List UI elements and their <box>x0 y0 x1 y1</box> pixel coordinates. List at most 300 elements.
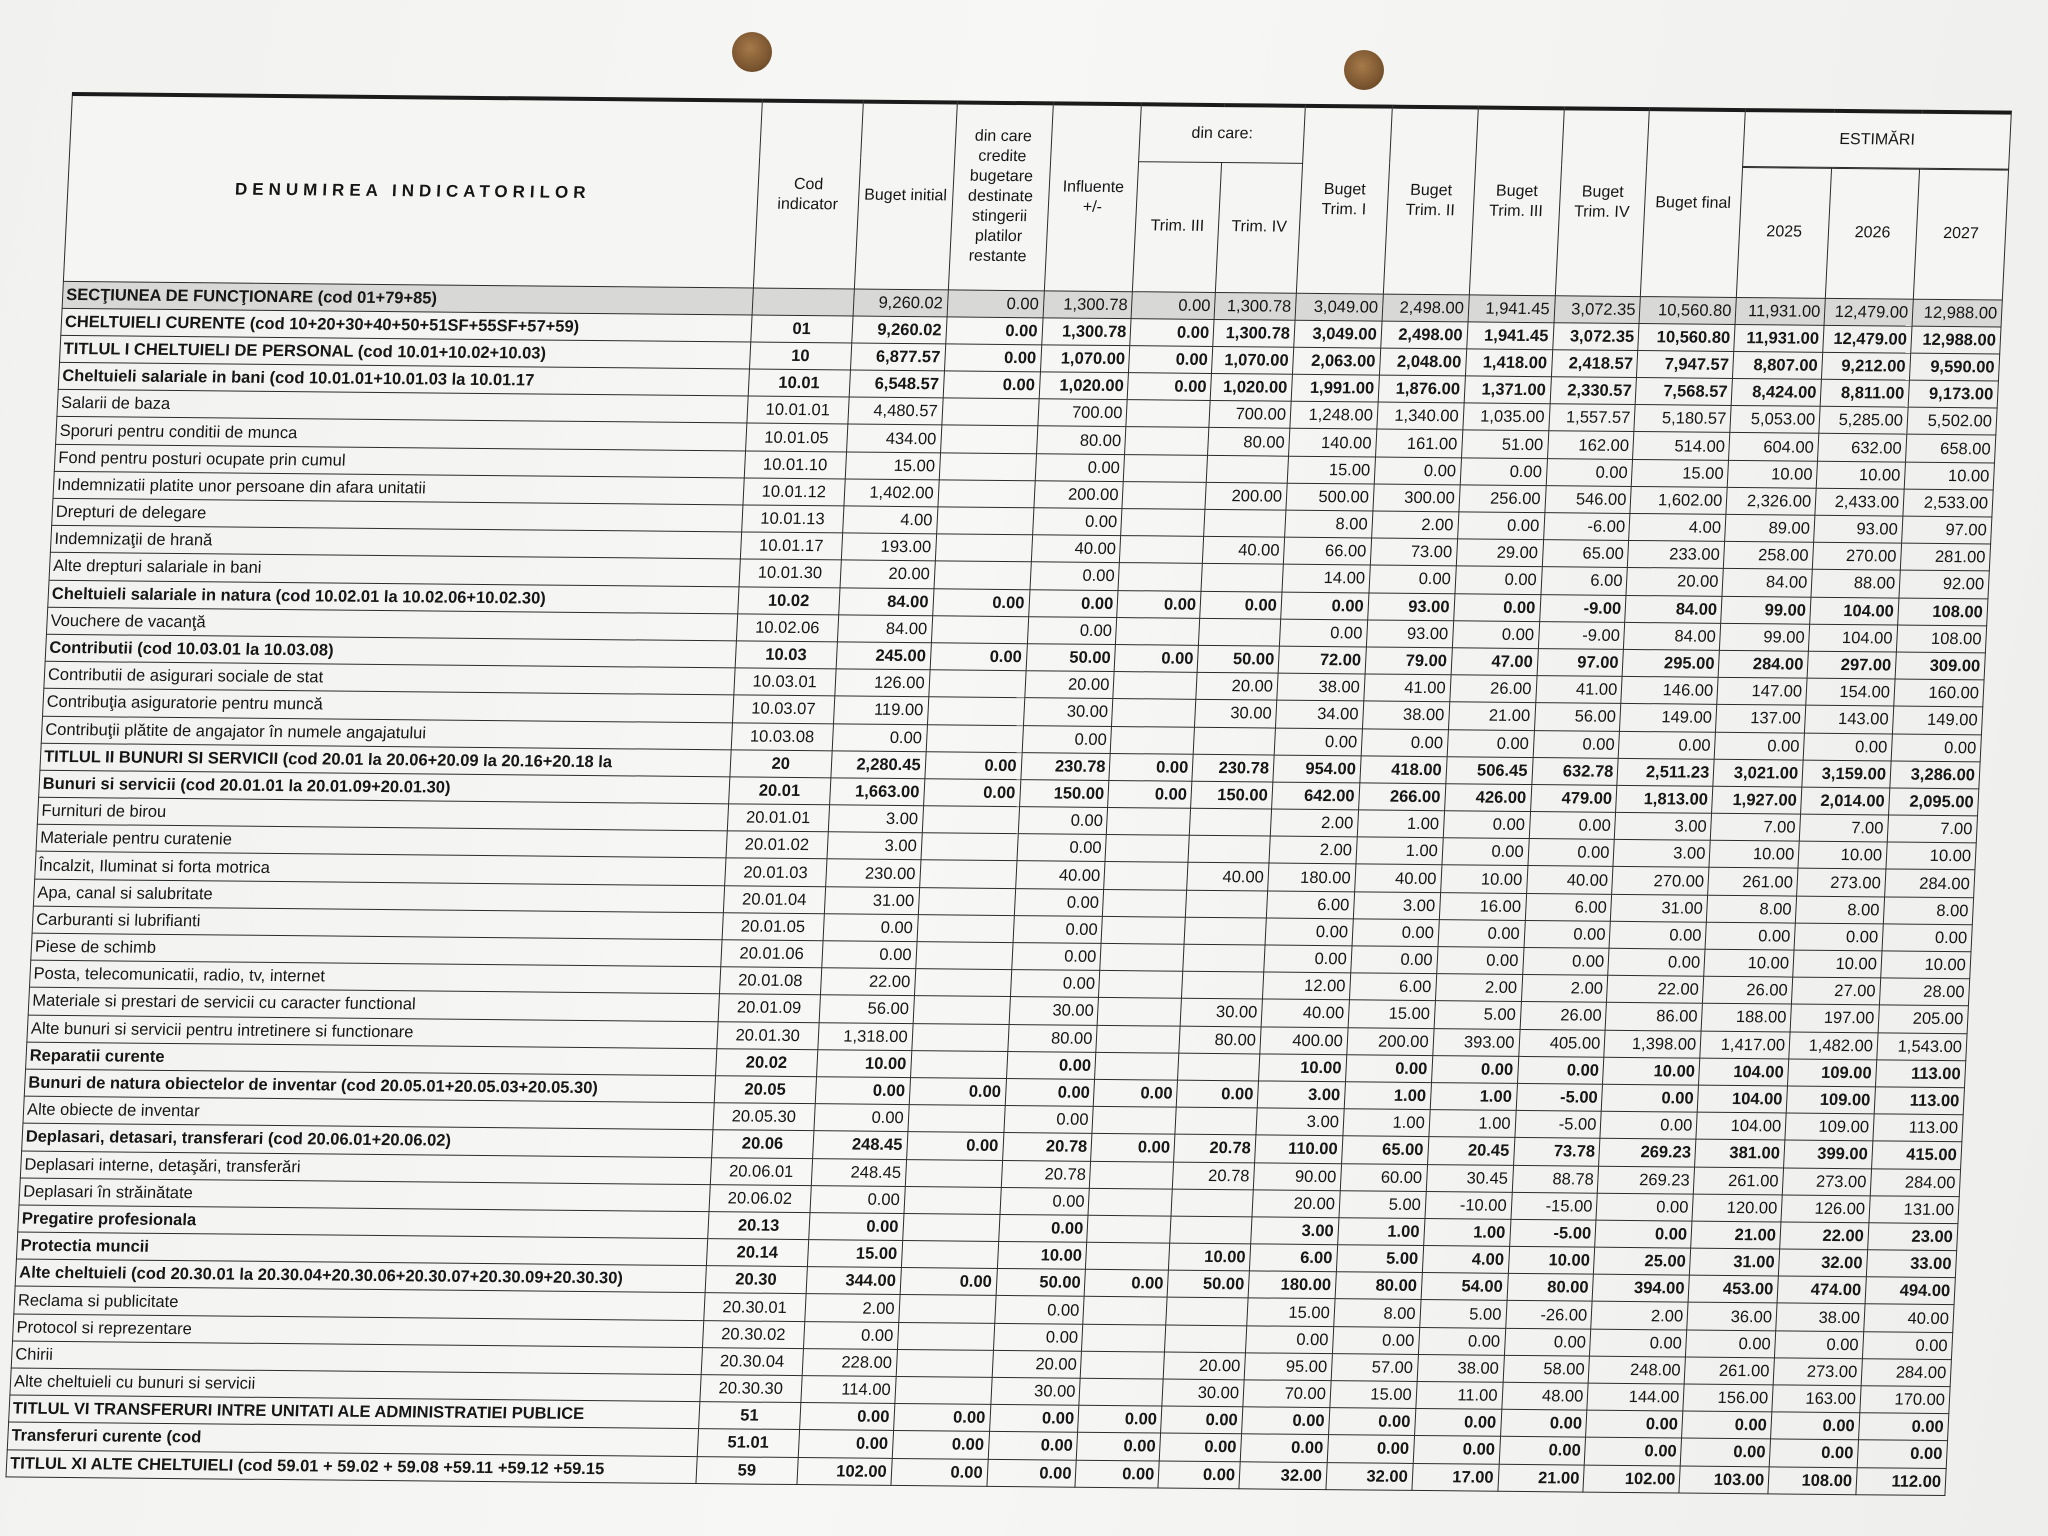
row-buget-trim-4: 80.00 <box>1507 1274 1594 1302</box>
row-buget-initial: 31.00 <box>824 886 919 914</box>
row-estimare-2027: 108.00 <box>1896 625 1986 653</box>
row-estimare-2027: 415.00 <box>1872 1141 1962 1169</box>
row-buget-trim-3: 5.00 <box>1434 1001 1521 1029</box>
row-cod: 20.01.09 <box>718 994 820 1022</box>
row-buget-trim-4: -9.00 <box>1539 594 1626 622</box>
row-trim-3: 0.00 <box>1078 1405 1162 1433</box>
row-buget-trim-3: 393.00 <box>1432 1028 1519 1056</box>
row-buget-trim-4: 2.00 <box>1521 975 1608 1003</box>
row-estimare-2026: 3,159.00 <box>1802 760 1891 788</box>
row-estimare-2025: 453.00 <box>1688 1275 1778 1303</box>
row-buget-final: 7,947.57 <box>1637 350 1734 378</box>
row-cod: 51.01 <box>697 1429 799 1457</box>
row-estimare-2026: 2,433.00 <box>1815 488 1904 516</box>
row-buget-trim-1: 0.00 <box>1279 619 1367 647</box>
row-estimare-2026: 7.00 <box>1799 814 1888 842</box>
row-estimare-2026: 109.00 <box>1786 1086 1875 1114</box>
row-estimare-2026: 273.00 <box>1797 869 1886 897</box>
row-estimare-2025: 604.00 <box>1729 433 1819 461</box>
row-trim-4: 150.00 <box>1191 781 1273 809</box>
row-buget-trim-2: 2,048.00 <box>1379 348 1466 376</box>
row-influente: 50.00 <box>996 1269 1086 1297</box>
row-buget-trim-3: 0.00 <box>1413 1436 1500 1464</box>
row-cod: 20.01 <box>728 777 830 805</box>
row-buget-initial: 102.00 <box>797 1457 892 1485</box>
row-cod: 20.01.05 <box>722 913 824 941</box>
row-influente: 0.00 <box>1027 616 1117 644</box>
row-cod: 10 <box>749 342 851 370</box>
row-name: Cheltuieli salariale in bani (cod 10.01.01+10.01.03 la 10.01.17 <box>58 362 749 396</box>
row-buget-final: 0.00 <box>1619 731 1716 759</box>
row-trim-3 <box>1105 835 1189 863</box>
row-estimare-2025: 84.00 <box>1722 569 1812 597</box>
row-name: TITLUL VI TRANSFERURI INTRE UNITATI ALE ADMINISTRATIEI PUBLICE <box>9 1395 700 1429</box>
row-estimare-2027: 281.00 <box>1900 543 1990 571</box>
row-trim-3: 0.00 <box>1130 318 1214 346</box>
row-buget-trim-3: 17.00 <box>1412 1463 1499 1491</box>
row-buget-final: 0.00 <box>1585 1437 1682 1465</box>
row-trim-4 <box>1183 944 1265 972</box>
row-influente: 0.00 <box>989 1405 1079 1433</box>
row-buget-final: 146.00 <box>1621 677 1718 705</box>
row-trim-4: 20.78 <box>1173 1162 1255 1190</box>
row-buget-trim-3: 4.00 <box>1422 1246 1509 1274</box>
row-buget-trim-1: 1,248.00 <box>1290 401 1378 429</box>
row-estimare-2026: 0.00 <box>1771 1412 1860 1440</box>
row-estimare-2027: 2,533.00 <box>1903 489 1993 517</box>
row-name: Reparatii curente <box>26 1042 717 1076</box>
row-credite-restante <box>910 1050 1007 1078</box>
row-estimare-2026: 109.00 <box>1785 1113 1874 1141</box>
row-estimare-2025: 103.00 <box>1679 1466 1769 1494</box>
row-influente: 0.00 <box>1035 453 1125 481</box>
row-buget-initial: 0.00 <box>821 941 916 969</box>
row-credite-restante: 0.00 <box>892 1431 989 1459</box>
row-influente: 1,300.78 <box>1043 290 1133 318</box>
row-buget-trim-1: 0.00 <box>1240 1434 1328 1462</box>
row-buget-final: 31.00 <box>1611 894 1708 922</box>
row-trim-4: 20.00 <box>1163 1352 1245 1380</box>
row-name: Indemnizatii platite unor persoane din afara unitatii <box>53 471 744 505</box>
row-trim-4 <box>1184 917 1266 945</box>
row-estimare-2026: 474.00 <box>1777 1276 1866 1304</box>
row-buget-trim-4: -5.00 <box>1516 1083 1603 1111</box>
row-buget-trim-3: 1.00 <box>1423 1218 1510 1246</box>
row-buget-trim-1: 3,049.00 <box>1295 293 1383 321</box>
row-buget-trim-2: 2,498.00 <box>1382 294 1469 322</box>
row-trim-3: 0.00 <box>1075 1460 1159 1488</box>
row-estimare-2025: 1,927.00 <box>1712 786 1802 814</box>
row-buget-trim-2: 0.00 <box>1352 919 1439 947</box>
row-buget-trim-3: 0.00 <box>1453 593 1540 621</box>
row-cod: 20 <box>730 750 832 778</box>
row-estimare-2027: 658.00 <box>1906 435 1996 463</box>
row-estimare-2027: 149.00 <box>1892 706 1982 734</box>
row-influente: 230.78 <box>1020 752 1110 780</box>
row-estimare-2027: 2,095.00 <box>1889 788 1979 816</box>
row-estimare-2027: 40.00 <box>1864 1304 1954 1332</box>
row-influente: 1,020.00 <box>1039 372 1129 400</box>
row-buget-initial: 6,548.57 <box>849 370 944 398</box>
row-estimare-2025: 26.00 <box>1703 976 1793 1004</box>
row-buget-initial: 2,280.45 <box>831 751 926 779</box>
row-buget-trim-1: 3.00 <box>1256 1108 1344 1136</box>
row-buget-trim-2: 65.00 <box>1341 1136 1428 1164</box>
row-credite-restante: 0.00 <box>945 317 1042 345</box>
row-trim-4 <box>1175 1107 1257 1135</box>
row-trim-3 <box>1082 1324 1166 1352</box>
row-influente: 40.00 <box>1015 861 1105 889</box>
row-buget-trim-1: 180.00 <box>1248 1271 1336 1299</box>
col-header-trim-4: Trim. IV <box>1216 162 1303 293</box>
row-credite-restante <box>934 561 1031 589</box>
row-cod: 20.30.04 <box>701 1347 803 1375</box>
row-credite-restante <box>926 724 1023 752</box>
row-estimare-2026: 27.00 <box>1792 977 1881 1005</box>
row-estimare-2027: 10.00 <box>1886 842 1976 870</box>
row-estimare-2025: 31.00 <box>1690 1248 1780 1276</box>
row-buget-trim-3: 10.00 <box>1440 865 1527 893</box>
row-estimare-2025: 10.00 <box>1727 460 1817 488</box>
row-buget-trim-4: 0.00 <box>1500 1409 1587 1437</box>
row-buget-final: 10,560.80 <box>1638 323 1735 351</box>
row-cod: 20.30 <box>705 1266 807 1294</box>
row-buget-trim-1: 34.00 <box>1275 700 1363 728</box>
row-credite-restante <box>901 1241 998 1269</box>
row-influente: 50.00 <box>1026 644 1116 672</box>
row-estimare-2027: 113.00 <box>1874 1087 1964 1115</box>
row-estimare-2026: 163.00 <box>1772 1385 1861 1413</box>
row-buget-trim-4: -9.00 <box>1538 621 1625 649</box>
row-buget-trim-1: 38.00 <box>1277 673 1365 701</box>
row-influente: 80.00 <box>1036 426 1126 454</box>
row-estimare-2025: 156.00 <box>1683 1384 1773 1412</box>
row-buget-initial: 0.00 <box>808 1213 903 1241</box>
col-header-trim-3: Trim. III <box>1133 161 1222 292</box>
row-cod: 10.03 <box>735 641 837 669</box>
row-trim-3 <box>1125 427 1209 455</box>
row-buget-final: 1,602.00 <box>1630 486 1727 514</box>
row-estimare-2025: 11,931.00 <box>1735 297 1825 325</box>
row-cod: 20.01.04 <box>723 885 825 913</box>
row-name: Protocol si reprezentare <box>13 1314 704 1348</box>
row-cod: 20.01.02 <box>726 831 828 859</box>
row-buget-trim-1: 6.00 <box>1249 1244 1337 1272</box>
row-buget-initial: 245.00 <box>836 642 931 670</box>
row-trim-3 <box>1104 862 1188 890</box>
row-cod: 20.01.01 <box>727 804 829 832</box>
punch-hole <box>1344 50 1384 90</box>
row-trim-4 <box>1171 1189 1253 1217</box>
row-buget-trim-4: 0.00 <box>1522 947 1609 975</box>
row-trim-3 <box>1095 1052 1179 1080</box>
row-trim-3 <box>1090 1161 1174 1189</box>
row-trim-4 <box>1186 890 1268 918</box>
row-buget-trim-4: 162.00 <box>1547 431 1634 459</box>
row-buget-trim-2: 0.00 <box>1351 946 1438 974</box>
row-buget-trim-3: 0.00 <box>1443 811 1530 839</box>
row-trim-3: 0.00 <box>1091 1134 1175 1162</box>
row-buget-trim-3: 51.00 <box>1461 430 1548 458</box>
row-estimare-2027: 0.00 <box>1857 1440 1947 1468</box>
row-cod: 20.06.02 <box>709 1184 811 1212</box>
row-buget-initial: 4.00 <box>842 506 937 534</box>
row-estimare-2025: 11,931.00 <box>1734 324 1824 352</box>
row-cod: 10.01.17 <box>740 532 842 560</box>
row-buget-trim-3: 1.00 <box>1429 1110 1516 1138</box>
row-estimare-2026: 8.00 <box>1795 896 1884 924</box>
row-trim-4 <box>1165 1325 1247 1353</box>
row-buget-trim-4: 41.00 <box>1535 676 1622 704</box>
row-trim-3 <box>1081 1351 1165 1379</box>
row-credite-restante: 0.00 <box>943 371 1040 399</box>
row-estimare-2025: 258.00 <box>1724 542 1814 570</box>
row-estimare-2025: 8.00 <box>1707 895 1797 923</box>
row-estimare-2025: 188.00 <box>1701 1004 1791 1032</box>
row-buget-trim-2: 418.00 <box>1360 756 1447 784</box>
row-buget-final: 4.00 <box>1629 513 1726 541</box>
row-buget-trim-3: 0.00 <box>1457 512 1544 540</box>
row-estimare-2025: 0.00 <box>1682 1411 1772 1439</box>
row-credite-restante <box>935 534 1032 562</box>
row-trim-4: 30.00 <box>1162 1379 1244 1407</box>
row-buget-trim-2: 300.00 <box>1373 484 1460 512</box>
punch-hole <box>732 32 772 72</box>
row-buget-final: 0.00 <box>1602 1084 1699 1112</box>
col-header-buget-trim-2: Buget Trim. II <box>1383 107 1478 295</box>
row-name: Salarii de baza <box>57 390 748 424</box>
row-influente: 1,300.78 <box>1041 318 1131 346</box>
row-influente: 0.00 <box>1014 888 1104 916</box>
row-credite-restante <box>938 480 1035 508</box>
row-influente: 0.00 <box>1028 589 1118 617</box>
row-estimare-2025: 261.00 <box>1684 1357 1774 1385</box>
row-buget-final: 295.00 <box>1622 649 1719 677</box>
row-trim-3 <box>1079 1378 1163 1406</box>
row-name: Vouchere de vacanţă <box>46 607 737 641</box>
row-buget-initial: 15.00 <box>845 452 940 480</box>
row-name: Indemnizaţii de hrană <box>50 526 741 560</box>
row-estimare-2025: 104.00 <box>1697 1085 1787 1113</box>
row-buget-trim-3: -10.00 <box>1425 1191 1512 1219</box>
row-buget-initial: 1,663.00 <box>829 778 924 806</box>
row-buget-final: 149.00 <box>1620 704 1717 732</box>
row-trim-4 <box>1204 509 1286 537</box>
row-buget-trim-1: 0.00 <box>1264 945 1352 973</box>
row-estimare-2025: 21.00 <box>1691 1221 1781 1249</box>
row-credite-restante <box>917 914 1014 942</box>
row-estimare-2026: 22.00 <box>1780 1222 1869 1250</box>
row-buget-trim-4: 21.00 <box>1497 1464 1584 1492</box>
row-name: Contribuţia asiguratorie pentru muncă <box>43 689 734 723</box>
row-buget-initial: 15.00 <box>807 1240 902 1268</box>
row-buget-trim-3: 1,418.00 <box>1465 349 1552 377</box>
row-buget-final: 20.00 <box>1626 568 1723 596</box>
row-estimare-2026: 399.00 <box>1784 1140 1873 1168</box>
row-trim-3: 0.00 <box>1115 644 1199 672</box>
row-buget-trim-4: -5.00 <box>1509 1219 1596 1247</box>
row-trim-4: 1,070.00 <box>1212 346 1294 374</box>
row-buget-trim-4: 0.00 <box>1546 458 1633 486</box>
row-buget-trim-1: 20.00 <box>1252 1190 1340 1218</box>
row-buget-initial: 0.00 <box>823 914 918 942</box>
row-buget-trim-3: 0.00 <box>1436 947 1523 975</box>
row-buget-trim-4: 73.78 <box>1513 1138 1600 1166</box>
row-estimare-2026: 8,811.00 <box>1820 379 1909 407</box>
row-estimare-2026: 270.00 <box>1812 542 1901 570</box>
row-buget-trim-1: 3,049.00 <box>1294 320 1382 348</box>
row-trim-4: 0.00 <box>1158 1461 1240 1489</box>
row-estimare-2027: 113.00 <box>1875 1060 1965 1088</box>
row-estimare-2026: 154.00 <box>1806 678 1895 706</box>
row-estimare-2027: 10.00 <box>1904 462 1994 490</box>
row-estimare-2027: 0.00 <box>1859 1413 1949 1441</box>
row-buget-trim-2: 1.00 <box>1356 837 1443 865</box>
row-buget-final: 0.00 <box>1600 1111 1697 1139</box>
row-buget-trim-1: 2,063.00 <box>1292 347 1380 375</box>
row-estimare-2026: 108.00 <box>1768 1466 1857 1494</box>
row-buget-initial: 3.00 <box>828 805 923 833</box>
row-buget-trim-4: 65.00 <box>1542 540 1629 568</box>
row-estimare-2027: 309.00 <box>1895 652 1985 680</box>
row-buget-trim-2: 200.00 <box>1347 1027 1434 1055</box>
row-name: Bunuri si servicii (cod 20.01.01 la 20.01.09+20.01.30) <box>39 770 730 804</box>
row-buget-trim-1: 6.00 <box>1266 891 1354 919</box>
row-buget-initial: 2.00 <box>805 1294 900 1322</box>
row-buget-final: 1,398.00 <box>1604 1030 1701 1058</box>
row-trim-3 <box>1101 916 1185 944</box>
row-buget-trim-1: 400.00 <box>1260 1027 1348 1055</box>
row-name: Deplasari, detasari, transferari (cod 20.06.01+20.06.02) <box>22 1123 713 1157</box>
row-buget-trim-4: 26.00 <box>1520 1002 1607 1030</box>
row-buget-final: 0.00 <box>1596 1193 1693 1221</box>
row-name: Pregatire profesionala <box>18 1205 709 1239</box>
row-estimare-2027: 113.00 <box>1873 1114 1963 1142</box>
row-cod: 51 <box>698 1402 800 1430</box>
row-influente: 30.00 <box>1023 698 1113 726</box>
row-buget-trim-1: 0.00 <box>1274 728 1362 756</box>
row-trim-4 <box>1170 1216 1252 1244</box>
row-name: Chirii <box>11 1341 702 1375</box>
row-buget-trim-1: 3.00 <box>1257 1081 1345 1109</box>
row-trim-4 <box>1199 618 1281 646</box>
row-influente: 20.00 <box>992 1350 1082 1378</box>
row-buget-trim-1: 1,991.00 <box>1291 374 1379 402</box>
row-influente: 0.00 <box>1022 725 1112 753</box>
row-buget-trim-2: 1.00 <box>1344 1082 1431 1110</box>
row-buget-trim-3: 26.00 <box>1449 675 1536 703</box>
row-estimare-2025: 36.00 <box>1687 1303 1777 1331</box>
row-buget-trim-2: 1,876.00 <box>1378 375 1465 403</box>
row-credite-restante <box>895 1376 992 1404</box>
row-credite-restante <box>931 616 1028 644</box>
row-cod: 20.30.01 <box>704 1293 806 1321</box>
row-buget-trim-2: 15.00 <box>1330 1381 1417 1409</box>
row-influente: 20.78 <box>1001 1160 1091 1188</box>
row-buget-trim-1: 2.00 <box>1270 809 1358 837</box>
row-buget-trim-4: 479.00 <box>1530 784 1617 812</box>
row-name: Protectia muncii <box>16 1232 707 1266</box>
row-trim-4: 0.00 <box>1161 1406 1243 1434</box>
row-influente: 0.00 <box>1013 915 1103 943</box>
row-trim-3 <box>1116 617 1200 645</box>
row-influente: 0.00 <box>1006 1051 1096 1079</box>
row-buget-trim-3: 38.00 <box>1417 1354 1504 1382</box>
row-estimare-2026: 104.00 <box>1809 624 1898 652</box>
row-trim-4: 200.00 <box>1205 482 1287 510</box>
row-trim-3 <box>1092 1106 1176 1134</box>
row-buget-final: 3.00 <box>1615 812 1712 840</box>
row-trim-3: 0.00 <box>1128 373 1212 401</box>
row-buget-trim-3: 506.45 <box>1446 756 1533 784</box>
row-estimare-2025: 10.00 <box>1709 841 1799 869</box>
row-trim-3 <box>1096 1025 1180 1053</box>
row-cod: 20.01.08 <box>719 967 821 995</box>
row-buget-trim-3: 5.00 <box>1419 1300 1506 1328</box>
row-name: Încalzit, Iluminat si forta motrica <box>35 852 726 886</box>
row-buget-trim-4: 10.00 <box>1508 1246 1595 1274</box>
row-estimare-2027: 92.00 <box>1899 570 1989 598</box>
row-buget-trim-2: 38.00 <box>1362 701 1449 729</box>
row-trim-3: 0.00 <box>1129 346 1213 374</box>
row-estimare-2027: 5,502.00 <box>1907 407 1997 435</box>
row-buget-trim-1: 954.00 <box>1273 755 1361 783</box>
row-influente: 0.00 <box>1030 562 1120 590</box>
row-credite-restante <box>914 969 1011 997</box>
row-trim-3 <box>1107 808 1191 836</box>
row-buget-trim-4: 632.78 <box>1531 757 1618 785</box>
row-buget-initial: 1,402.00 <box>844 479 939 507</box>
row-buget-trim-2: 0.00 <box>1345 1055 1432 1083</box>
row-trim-3 <box>1120 536 1204 564</box>
row-buget-trim-3: 1,941.45 <box>1468 294 1555 322</box>
row-buget-trim-3: 1,941.45 <box>1466 322 1553 350</box>
col-header-buget-initial: Buget initial <box>854 102 957 290</box>
row-buget-final: 248.00 <box>1588 1356 1685 1384</box>
row-influente: 20.00 <box>1024 671 1114 699</box>
row-buget-trim-2: 0.00 <box>1374 457 1461 485</box>
row-buget-trim-2: 0.00 <box>1369 565 1456 593</box>
row-buget-final: 0.00 <box>1608 948 1705 976</box>
row-buget-final: 269.23 <box>1599 1139 1696 1167</box>
row-estimare-2025: 261.00 <box>1708 868 1798 896</box>
row-credite-restante <box>908 1105 1005 1133</box>
row-estimare-2026: 12,479.00 <box>1824 298 1913 326</box>
row-credite-restante: 0.00 <box>900 1268 997 1296</box>
row-name: Materiale pentru curatenie <box>36 824 727 858</box>
row-buget-initial: 126.00 <box>835 669 930 697</box>
row-buget-final: 7,568.57 <box>1635 378 1732 406</box>
row-trim-4: 20.78 <box>1174 1134 1256 1162</box>
row-buget-trim-3: 47.00 <box>1451 648 1538 676</box>
row-buget-trim-2: 266.00 <box>1358 783 1445 811</box>
row-trim-4: 40.00 <box>1187 863 1269 891</box>
row-buget-final: 22.00 <box>1607 975 1704 1003</box>
row-estimare-2026: 38.00 <box>1776 1303 1865 1331</box>
row-buget-trim-3: 16.00 <box>1439 892 1526 920</box>
row-buget-trim-2: 15.00 <box>1348 1000 1435 1028</box>
row-credite-restante: 0.00 <box>906 1132 1003 1160</box>
row-buget-trim-2: 79.00 <box>1365 647 1452 675</box>
row-buget-trim-1: 642.00 <box>1272 782 1360 810</box>
row-cod: 10.01.30 <box>739 559 841 587</box>
row-estimare-2025: 5,053.00 <box>1730 406 1820 434</box>
row-buget-trim-1: 90.00 <box>1253 1162 1341 1190</box>
row-estimare-2026: 1,482.00 <box>1789 1032 1878 1060</box>
row-buget-trim-3: 0.00 <box>1447 729 1534 757</box>
row-influente: 10.00 <box>997 1242 1087 1270</box>
row-buget-trim-3: 1,035.00 <box>1463 403 1550 431</box>
